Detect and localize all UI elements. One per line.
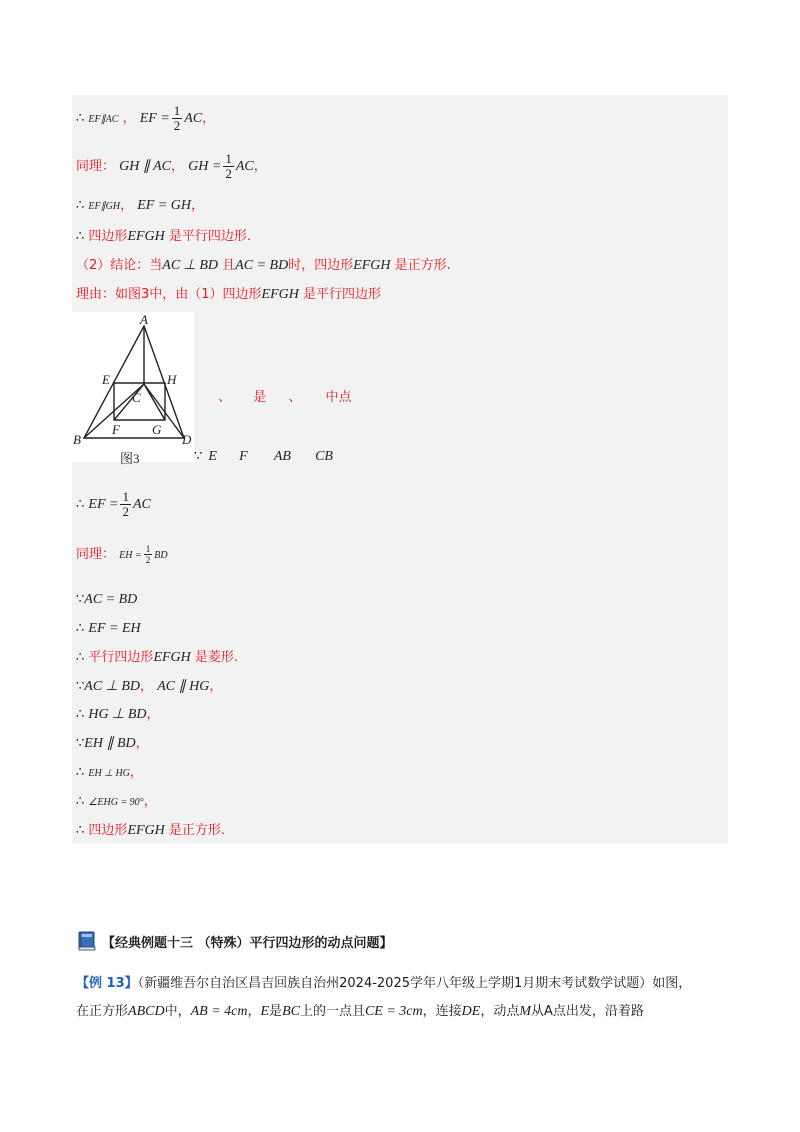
label-f: F [112,422,120,437]
label-h: H [167,372,177,387]
example-line-1: 【例 13】（新疆维吾尔自治区昌吉回族自治州2024-2025学年八年级上学期1月期末考试数学试题）如图， [76,976,692,991]
solution-line-18: ∴ ∠EHG = 90°， [76,794,157,809]
example-tag: 【例 13】 [76,976,138,991]
solution-line-11: ∵AC = BD [76,592,138,607]
solution-line-9: ∴ EF = $\frac{1}{2}$ AC [76,489,151,519]
solution-line-12: ∴ EF = EH [76,621,141,636]
solution-line-7: 、 是 、 中点 [218,390,352,405]
solution-line-1: ∴ EF∥AC ， EF = $\frac{1}{2}$ AC， [76,103,216,133]
solution-line-3: ∴ EF∥GH， EF = GH， [76,198,205,213]
solution-line-8: ∵ E F AB CB [194,449,333,464]
heading-text: 【经典例题十三 （特殊）平行四边形的动点问题】 [102,935,393,951]
solution-line-2: 同理： GH ∥ AC， GH = $\frac{1}{2}$ AC， [76,151,267,181]
solution-line-10: 同理： EH = $\frac{1}{2}$ BD [76,544,168,565]
solution-line-16: ∵EH ∥ BD， [76,736,149,751]
figure-caption: 图3 [120,451,140,466]
label-g: G [152,422,162,437]
label-d: D [182,432,192,447]
solution-line-4: ∴ 四边形EFGH 是平行四边形. [76,229,252,244]
solution-line-6: 理由：如图3中，由（1）四边形EFGH 是平行四边形 [76,287,382,302]
solution-line-13: ∴ 平行四边形EFGH 是菱形. [76,650,239,665]
solution-line-5: （2）结论：当AC ⊥ BD 且AC = BD时，四边形EFGH 是正方形. [76,258,451,273]
example-line-2: 在正方形ABCD中，AB = 4cm，E是BC上的一点且CE = 3cm，连接DE，动点M从A点出发，沿着路 [76,1004,644,1019]
fraction: $\frac{1}{2}$ [225,151,232,181]
geometry-figure [72,312,194,462]
fraction: $\frac{1}{2}$ [173,103,181,133]
solution-line-17: ∴ EH ⊥ HG， [76,765,143,780]
label-a: A [140,312,148,327]
solution-line-15: ∴ HG ⊥ BD， [76,707,160,722]
label-c: C [132,390,141,405]
book-icon [76,930,98,952]
solution-line-14: ∵AC ⊥ BD， AC ∥ HG， [76,679,223,694]
section-heading [76,930,393,952]
fraction: $\frac{1}{2}$ [145,544,151,565]
label-b: B [73,432,81,447]
figure-3 [72,312,194,466]
label-e: E [102,372,110,387]
solution-line-19: ∴ 四边形EFGH 是正方形. [76,823,226,838]
fraction: $\frac{1}{2}$ [122,489,129,519]
